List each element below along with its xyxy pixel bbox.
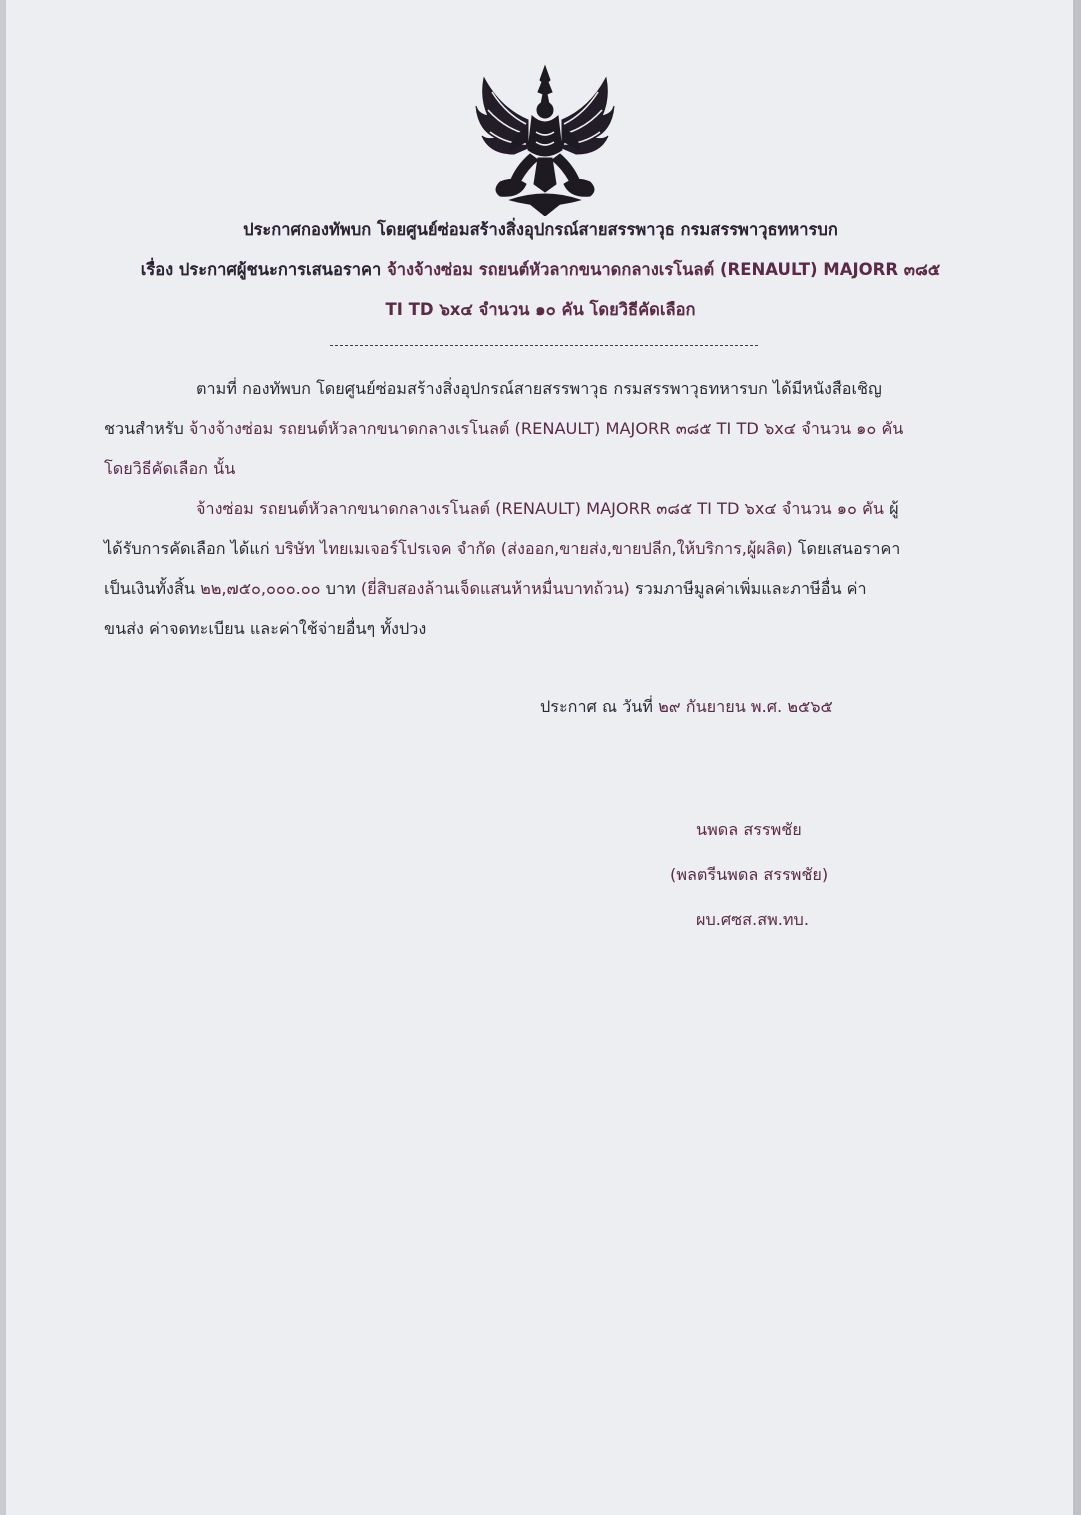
announcement-date-line (540, 694, 833, 720)
paragraph-2-line-2 (104, 536, 900, 562)
header-subject-line-2 (0, 297, 1081, 323)
paragraph-1-text-3: โดยวิธีคัดเลือก นั้น (104, 459, 236, 478)
header-subject-text: จ้างจ้างซ่อม รถยนต์หัวลากขนาดกลางเรโนลต์ (RENAULT) MAJORR ๓๘๕ (387, 260, 941, 279)
signature-name-text: นพดล สรรพชัย (696, 820, 802, 839)
paragraph-1-line-2 (104, 416, 903, 442)
signature-name (696, 817, 802, 843)
announcement-date: ๒๙ กันยายน พ.ศ. ๒๕๖๕ (658, 697, 833, 716)
header-agency-text: ประกาศกองทัพบก โดยศูนย์ซ่อมสร้างสิ่งอุปกรณ์สายสรรพาวุธ กรมสรรพาวุธทหารบก (243, 220, 838, 239)
header-subject-line (0, 257, 1081, 283)
header-agency-line (0, 217, 1081, 243)
paragraph-2-line-3 (104, 576, 867, 602)
paragraph-1-line-3 (104, 456, 235, 482)
paragraph-2-prefix-3: เป็นเงินทั้งสิ้น (104, 579, 195, 598)
winning-company-name: บริษัท ไทยเมเจอร์โปรเจค จำกัด (ส่งออก,ขายส่ง,ขายปลีก,ให้บริการ,ผู้ผลิต) (274, 539, 793, 558)
paragraph-2-suffix-1: ผู้ (889, 499, 899, 518)
currency-unit: บาท (325, 579, 356, 598)
header-subject-text-2: TI TD ๖x๔ จำนวน ๑๐ คัน โดยวิธีคัดเลือก (385, 300, 696, 319)
paragraph-2-prefix-2: ได้รับการคัดเลือก ได้แก่ (104, 539, 270, 558)
paragraph-2-suffix-3: รวมภาษีมูลค่าเพิ่มและภาษีอื่น ค่า (634, 579, 867, 598)
paragraph-2-text-4: ขนส่ง ค่าจดทะเบียน และค่าใช้จ่ายอื่นๆ ทั้งปวง (104, 619, 427, 638)
signatory-position-text: ผบ.ศซส.สพ.ทบ. (696, 910, 809, 929)
paragraph-2-subject: จ้างซ่อม รถยนต์หัวลากขนาดกลางเรโนลต์ (RENAULT) MAJORR ๓๘๕ TI TD ๖x๔ จำนวน ๑๐ คัน (196, 499, 884, 518)
header-divider (330, 345, 758, 346)
paragraph-2-line-4 (104, 616, 426, 642)
announcement-date-prefix: ประกาศ ณ วันที่ (540, 697, 653, 716)
garuda-emblem-icon (470, 58, 620, 216)
paragraph-2-suffix-2: โดยเสนอราคา (797, 539, 901, 558)
paragraph-1-line-1 (196, 376, 882, 402)
bid-amount-words: (ยี่สิบสองล้านเจ็ดแสนห้าหมื่นบาทถ้วน) (360, 579, 630, 598)
paragraph-1-text-1: ตามที่ กองทัพบก โดยศูนย์ซ่อมสร้างสิ่งอุปกรณ์สายสรรพาวุธ กรมสรรพาวุธทหารบก ได้มีหนังสือเชิญ (196, 379, 882, 398)
header-subject-prefix: เรื่อง ประกาศผู้ชนะการเสนอราคา (140, 260, 382, 279)
signatory-full-name-text: (พลตรีนพดล สรรพชัย) (670, 865, 829, 884)
paragraph-1-prefix: ชวนสำหรับ (104, 419, 184, 438)
paragraph-2-line-1 (196, 496, 899, 522)
paragraph-1-subject: จ้างจ้างซ่อม รถยนต์หัวลากขนาดกลางเรโนลต์ (RENAULT) MAJORR ๓๘๕ TI TD ๖x๔ จำนวน ๑๐ คัน (188, 419, 904, 438)
signatory-position (696, 907, 809, 933)
bid-amount: ๒๒,๗๕๐,๐๐๐.๐๐ (200, 579, 321, 598)
signatory-full-name (670, 862, 828, 888)
